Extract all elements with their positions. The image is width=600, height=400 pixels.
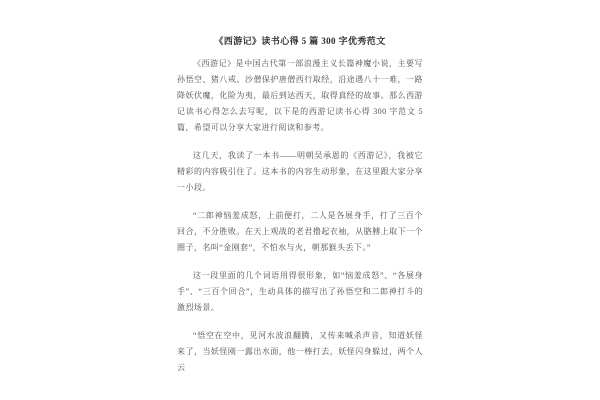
paragraph: “二郎神恼羞成怒，上前便打，二人是各展身手，打了三百个回合，不分胜败。在天上观战的老君撸起衣袖，从胳膊上取下一个圈子，名叫“金刚套”，不怕水与火，朝那猴头丢下。”	[177, 211, 423, 252]
paragraph: 这一段里面的几个词语用得很形象，如“恼羞成怒”、“各展身手”、“三百个回合”，生动具体的描写出了孙悟空和二郎神打斗的激烈场景。	[177, 271, 423, 312]
paragraph: “悟空在空中，见河水波浪翻腾，又传来喊杀声音，知道妖怪来了，当妖怪刚一露出水面，他一棒打去，妖怪闪身躲过，两个人云	[177, 331, 423, 372]
paragraph: 这几天，我读了一本书——明朝吴承恩的《西游记》，我被它精彩的内容吸引住了。这本书的内容生动形象，在这里跟大家分享一小段。	[177, 151, 423, 192]
document-title: 《西游记》读书心得 5 篇 300 字优秀范文	[214, 36, 386, 46]
paragraph-list	[177, 56, 423, 376]
paragraph: 《西游记》是中国古代第一部浪漫主义长篇神魔小说，主要写孙悟空、猪八戒、沙僧保护唐僧西行取经，沿途遇八十一难，一路降妖伏魔，化险为夷，最后到达西天，取得真经的故事。那么西游记读书心得怎么去写呢，以下是的西游记读书心得 300 字范文 5 篇，希望可以分享大家进行阅读和参考。	[177, 59, 423, 132]
document-page	[177, 0, 423, 376]
